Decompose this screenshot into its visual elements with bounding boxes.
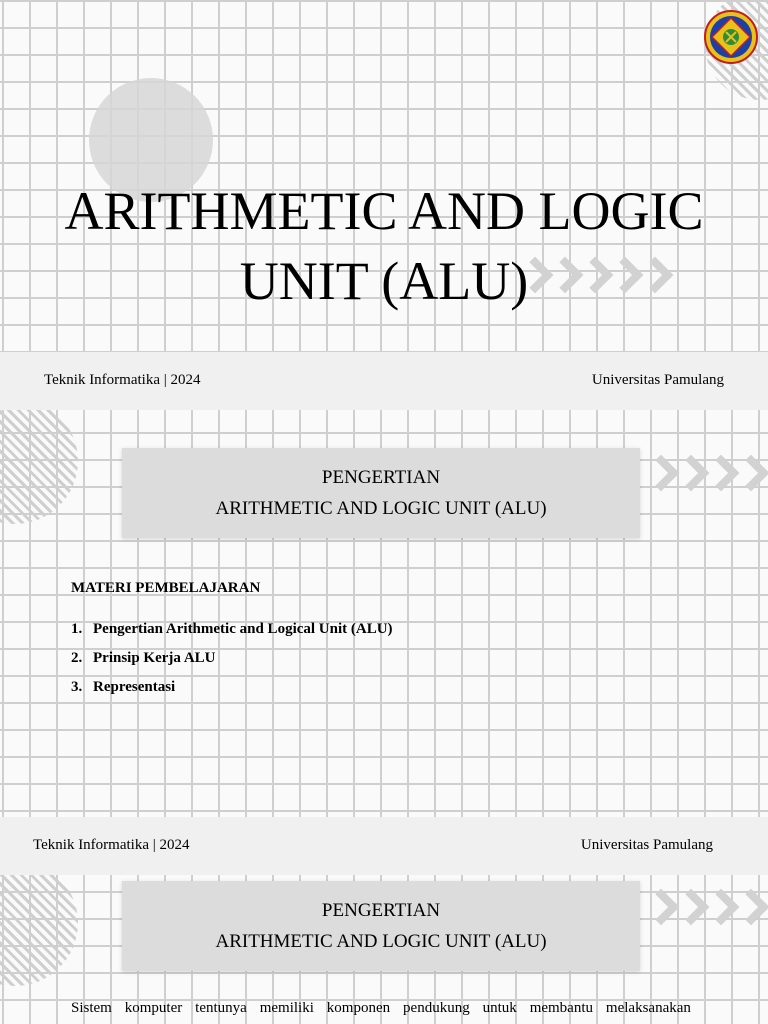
- section-header-line-1: PENGERTIAN: [321, 467, 441, 488]
- list-item: [71, 673, 393, 702]
- footer-university: Universitas Pamulang: [591, 372, 724, 388]
- body-word: melaksanakan: [605, 1000, 691, 1016]
- body-word: Sistem: [71, 1000, 112, 1016]
- footer-program: Teknik Informatika | 2024: [33, 837, 190, 853]
- section-header-line-1: PENGERTIAN: [321, 900, 441, 921]
- body-paragraph: [71, 1000, 691, 1017]
- list-item-text: Representasi: [93, 679, 176, 695]
- section-header-line-2: ARITHMETIC AND LOGIC UNIT (ALU): [215, 498, 547, 519]
- body-word: membantu: [529, 1000, 594, 1016]
- list-item-text: Prinsip Kerja ALU: [93, 650, 216, 666]
- slide-footer: [0, 817, 768, 875]
- title-line-1: ARITHMETIC AND LOGIC: [64, 181, 704, 241]
- materials-list: [71, 615, 393, 702]
- list-item: [71, 644, 393, 673]
- body-word: pendukung: [403, 1000, 470, 1016]
- footer-university: Universitas Pamulang: [580, 837, 713, 853]
- list-number: 2.: [71, 650, 83, 666]
- section-header: [122, 448, 640, 538]
- slide-footer: [0, 352, 768, 410]
- body-word: tentunya: [195, 1000, 247, 1016]
- body-word: untuk: [482, 1000, 517, 1016]
- slide-title: [0, 176, 768, 316]
- section-header-line-2: ARITHMETIC AND LOGIC UNIT (ALU): [215, 931, 547, 952]
- chevron-right-icon: [733, 889, 768, 926]
- body-word: komponen: [326, 1000, 391, 1016]
- list-item-text: Pengertian Arithmetic and Logical Unit (ALU): [93, 621, 393, 637]
- decorative-chevrons: [648, 894, 764, 920]
- decorative-striped-circle: [0, 860, 78, 986]
- list-item: [71, 615, 393, 644]
- footer-program: Teknik Informatika | 2024: [44, 372, 201, 388]
- decorative-chevrons: [648, 460, 764, 486]
- decorative-striped-circle: [0, 398, 78, 524]
- title-line-2: UNIT (ALU): [239, 251, 529, 311]
- section-header: [122, 881, 640, 971]
- body-word: komputer: [124, 1000, 183, 1016]
- chevron-right-icon: [733, 455, 768, 492]
- list-number: 1.: [71, 621, 83, 637]
- list-number: 3.: [71, 679, 83, 695]
- materials-heading: MATERI PEMBELAJARAN: [71, 580, 261, 596]
- body-word: memiliki: [259, 1000, 314, 1016]
- university-seal-icon: [704, 10, 758, 64]
